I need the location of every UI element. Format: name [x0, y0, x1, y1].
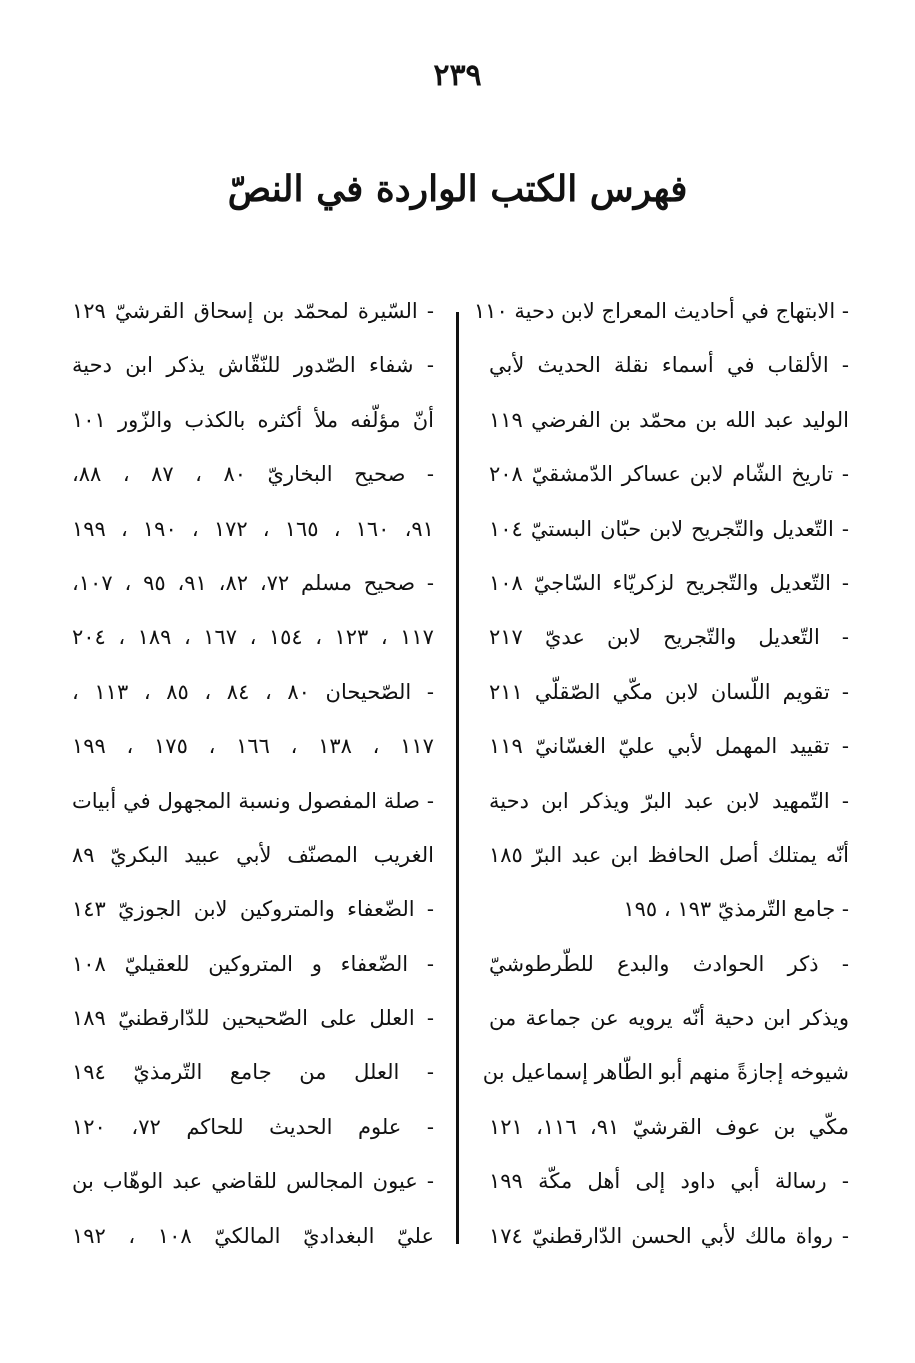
index-line: أنّ مؤلّفه ملأ أكثره بالكذب والزّور ١٠١ — [72, 407, 434, 432]
index-line: الغريب المصنّف لأبي عبيد البكريّ ٨٩ — [72, 842, 434, 867]
index-line: - ذكر الحوادث والبدع للطّرطوشيّ — [489, 951, 849, 976]
index-line: - عيون المجالس للقاضي عبد الوهّاب بن — [72, 1169, 434, 1194]
index-line: - صحيح البخاريّ ٨٠ ، ٨٧ ، ٨٨، — [72, 462, 434, 487]
page-title: فهرس الكتب الواردة في النصّ — [227, 168, 688, 210]
index-line: - الضّعفاء والمتروكين لابن الجوزيّ ١٤٣ — [72, 897, 434, 922]
index-line: - رسالة أبي داود إلى أهل مكّة ١٩٩ — [489, 1169, 849, 1194]
index-line: - الصّحيحان ٨٠ ، ٨٤ ، ٨٥ ، ١١٣ ، — [72, 679, 434, 704]
index-column-left — [72, 284, 434, 1263]
index-line: - الابتهاج في أحاديث المعراج لابن دحية ١١٠ — [473, 299, 849, 323]
index-line: - تاريخ الشّام لابن عساكر الدّمشقيّ ٢٠٨ — [489, 462, 849, 487]
index-line: شيوخه إجازةً منهم أبو الطّاهر إسماعيل بن — [482, 1060, 849, 1085]
index-line: - جامع التّرمذيّ ١٩٣ ، ١٩٥ — [623, 897, 849, 922]
index-line: عليّ البغداديّ المالكيّ ١٠٨ ، ١٩٢ — [72, 1223, 434, 1248]
column-divider — [456, 312, 459, 1244]
index-line: - العلل على الصّحيحين للدّارقطنيّ ١٨٩ — [72, 1006, 434, 1031]
index-line: ٩١، ١٦٠ ، ١٦٥ ، ١٧٢ ، ١٩٠ ، ١٩٩ — [72, 516, 434, 541]
index-line: ١١٧ ، ١٣٨ ، ١٦٦ ، ١٧٥ ، ١٩٩ — [72, 734, 434, 759]
index-line: - الضّعفاء و المتروكين للعقيليّ ١٠٨ — [72, 951, 434, 976]
index-line: - العلل من جامع التّرمذيّ ١٩٤ — [72, 1060, 434, 1085]
index-line: - علوم الحديث للحاكم ٧٢، ١٢٠ — [72, 1114, 434, 1139]
index-line: - رواة مالك لأبي الحسن الدّارقطنيّ ١٧٤ — [489, 1223, 849, 1248]
index-line: - التّعديل والتّجريح لابن عديّ ٢١٧ — [489, 625, 849, 650]
index-line: مكّي بن عوف القرشيّ ٩١، ١١٦، ١٢١ — [489, 1114, 849, 1139]
index-line: أنّه يمتلك أصل الحافظ ابن عبد البرّ ١٨٥ — [489, 842, 849, 867]
index-line: ١١٧ ، ١٢٣ ، ١٥٤ ، ١٦٧ ، ١٨٩ ، ٢٠٤ — [72, 625, 434, 650]
index-line: ويذكر ابن دحية أنّه يرويه عن جماعة من — [489, 1006, 849, 1031]
index-line: - التّعديل والتّجريح لابن حبّان البستيّ ١٠٤ — [489, 516, 849, 541]
index-line: الوليد عبد الله بن محمّد بن الفرضي ١١٩ — [489, 407, 849, 432]
page-number: ٢٣٩ — [433, 58, 482, 93]
index-line: - تقويم اللّسان لابن مكّي الصّقلّي ٢١١ — [489, 679, 849, 704]
index-column-right — [473, 284, 849, 1263]
index-line: - السّيرة لمحمّد بن إسحاق القرشيّ ١٢٩ — [72, 299, 434, 323]
index-line: - التّعديل والتّجريح لزكريّاء السّاجيّ ١٠٨ — [489, 570, 849, 595]
index-line: - التّمهيد لابن عبد البرّ ويذكر ابن دحية — [489, 788, 849, 813]
index-line: - تقييد المهمل لأبي عليّ الغسّانيّ ١١٩ — [489, 734, 849, 759]
index-line: - صلة المفصول ونسبة المجهول في أبيات — [72, 788, 434, 813]
index-line: - صحيح مسلم ٧٢، ٨٢، ٩١، ٩٥ ، ١٠٧، — [72, 570, 435, 595]
index-line: - شفاء الصّدور للنّقّاش يذكر ابن دحية — [72, 353, 434, 378]
index-line: - الألقاب في أسماء نقلة الحديث لأبي — [489, 353, 849, 378]
